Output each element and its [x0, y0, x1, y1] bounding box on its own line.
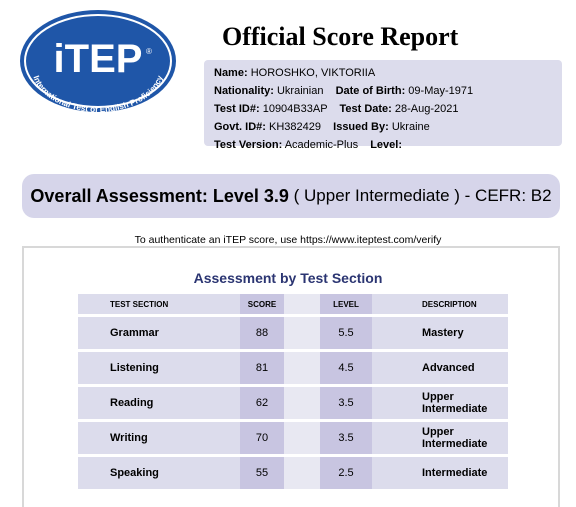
- nationality-line: [214, 82, 554, 100]
- name-label: Name:: [214, 67, 248, 79]
- header-level: LEVEL: [320, 294, 372, 314]
- row-score: 62: [240, 387, 284, 419]
- table-header-row: [78, 294, 508, 314]
- logo-registered-mark: ®: [146, 47, 152, 56]
- row-description: Intermediate: [372, 457, 508, 489]
- row-description: Advanced: [372, 352, 508, 384]
- govt-id-label: Govt. ID#:: [214, 121, 266, 133]
- row-description: Upper Intermediate: [372, 387, 508, 419]
- govt-id-value: KH382429: [269, 121, 322, 133]
- test-version-line: [214, 136, 554, 154]
- row-level: 3.5: [320, 422, 372, 454]
- dob-value: 09-May-1971: [408, 85, 474, 97]
- row-level: 5.5: [320, 317, 372, 349]
- row-score: 70: [240, 422, 284, 454]
- table-row: [78, 352, 508, 384]
- table-row: [78, 457, 508, 489]
- name-line: [214, 64, 554, 82]
- candidate-name: HOROSHKO, VIKTORIIA: [250, 67, 376, 79]
- test-id-line: [214, 100, 554, 118]
- row-section: Writing: [78, 422, 240, 454]
- section-title: Assessment by Test Section: [193, 270, 383, 286]
- row-level: 3.5: [320, 387, 372, 419]
- test-date-value: 28-Aug-2021: [394, 103, 459, 115]
- row-level: 2.5: [320, 457, 372, 489]
- row-section: Grammar: [78, 317, 240, 349]
- row-level: 4.5: [320, 352, 372, 384]
- govt-id-line: [214, 118, 554, 136]
- row-section: Listening: [78, 352, 240, 384]
- table-row: [78, 422, 508, 454]
- level-label: Level:: [370, 139, 402, 151]
- row-score: 81: [240, 352, 284, 384]
- issued-by-value: Ukraine: [391, 121, 430, 133]
- overall-level: Overall Assessment: Level 3.9: [30, 185, 289, 206]
- row-section: Reading: [78, 387, 240, 419]
- logo-tagline: International Test of English Proficiency: [31, 74, 165, 114]
- itep-logo: [18, 8, 178, 114]
- test-id-value: 10904B33AP: [262, 103, 328, 115]
- issued-by-label: Issued By:: [333, 121, 389, 133]
- row-section: Speaking: [78, 457, 240, 489]
- overall-assessment-banner: [22, 174, 560, 218]
- dob-label: Date of Birth:: [335, 85, 406, 97]
- report-title: Official Score Report: [222, 22, 459, 51]
- logo-brand: iTEP: [53, 37, 143, 81]
- row-description: Mastery: [372, 317, 508, 349]
- overall-descriptor: ( Upper Intermediate ): [293, 186, 460, 205]
- table-row: [78, 387, 508, 419]
- nationality-label: Nationality:: [214, 85, 274, 97]
- table-row: [78, 317, 508, 349]
- row-score: 88: [240, 317, 284, 349]
- overall-cefr: - CEFR: B2: [464, 186, 552, 205]
- candidate-info-panel: [204, 60, 562, 151]
- header-test-section: TEST SECTION: [78, 294, 240, 314]
- header-description: DESCRIPTION: [372, 294, 508, 314]
- test-id-label: Test ID#:: [214, 103, 260, 115]
- row-description: Upper Intermediate: [372, 422, 508, 454]
- test-version-value: Academic-Plus: [284, 139, 359, 151]
- section-scores-table: [78, 291, 508, 492]
- authentication-note: To authenticate an iTEP score, use https://www.iteptest.com/verify: [134, 234, 442, 246]
- row-score: 55: [240, 457, 284, 489]
- nationality-value: Ukrainian: [276, 85, 324, 97]
- test-date-label: Test Date:: [339, 103, 392, 115]
- header-score: SCORE: [240, 294, 284, 314]
- test-version-label: Test Version:: [214, 139, 283, 151]
